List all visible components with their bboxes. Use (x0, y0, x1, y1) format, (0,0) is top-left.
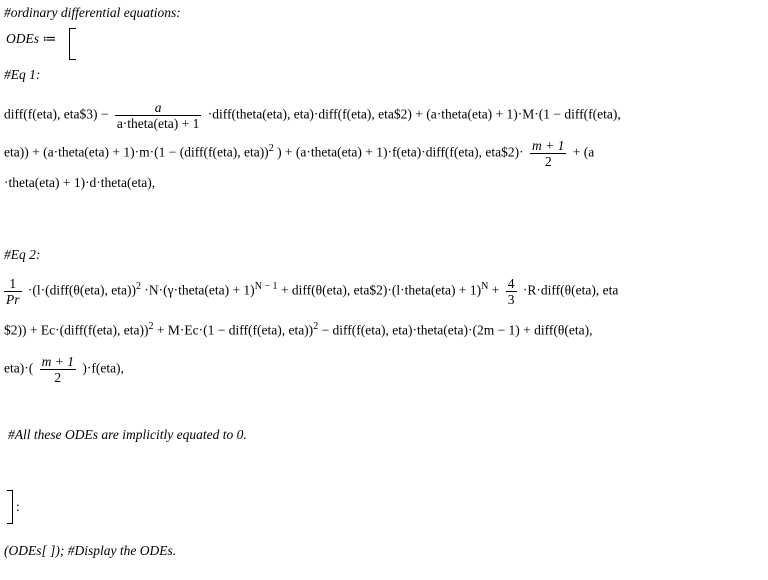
eq2-comment: #Eq 2: (4, 247, 41, 262)
eq1-comment: #Eq 1: (4, 67, 41, 82)
eq1-term-d: ) + (a·theta(eta) + 1)·f(eta)·diff(f(eta), eta$2)· (277, 144, 524, 160)
eq2-term-d: + (491, 282, 500, 298)
close-bracket (7, 490, 13, 524)
eq1-term-e: + (a (572, 144, 595, 160)
eq2-term-a: ·(l·(diff(θ(eta), eta)) (27, 282, 137, 298)
eq2-term-c: + diff(θ(eta), eta$2)·(l·theta(eta) + 1) (280, 282, 482, 298)
display-command[interactable]: (ODEs[ ]); #Display the ODEs. (4, 543, 177, 558)
eq2-fracm-den: 2 (54, 370, 62, 385)
eq2-line1[interactable] (4, 276, 618, 307)
eq2-exp-n: N (481, 281, 489, 293)
eq2-square2: 2 (148, 321, 154, 332)
eq1-term-b: ·diff(theta(eta), eta)·diff(f(eta), eta$2) + (a·theta(eta) + 1)·M·(1 − diff(f(eta), (207, 106, 621, 122)
eq1-line2[interactable] (4, 138, 594, 169)
eq1-frac-num: a (115, 100, 202, 116)
eq2-term-i: eta)·( (4, 360, 34, 376)
open-bracket (69, 28, 76, 60)
eq2-term-g: + M·Ec·(1 − diff(f(eta), eta)) (156, 322, 314, 338)
eq2-frac-den: Pr (6, 292, 20, 307)
eq2-frac-num: 1 (4, 276, 22, 292)
eq2-term-b: ·N·(γ·theta(eta) + 1) (144, 282, 255, 298)
eq1-frac2-num: m + 1 (532, 138, 565, 153)
eq2-term-h: − diff(f(eta), eta)·theta(eta)·(2m − 1) + diff(θ(eta), (321, 322, 593, 338)
eq2-square3: 2 (313, 321, 319, 332)
eq1-fraction (115, 100, 202, 131)
eq1-square: 2 (268, 143, 274, 155)
eq1-line3[interactable]: ·theta(eta) + 1)·d·theta(eta), (4, 175, 156, 190)
eq1-fraction2 (530, 138, 566, 169)
eq1-frac-den: a·theta(eta) + 1 (116, 116, 200, 131)
eq2-term-e: ·R·diff(θ(eta), eta (522, 282, 619, 298)
eq2-frac43-den: 3 (507, 292, 515, 307)
eq2-frac43-num: 4 (507, 276, 515, 291)
eq1-term-c: eta)) + (a·theta(eta) + 1)·m·(1 − (diff(f(eta), eta)) (4, 144, 269, 160)
eq2-fraction-43 (506, 276, 517, 307)
eq2-term-f: $2)) + Ec·(diff(f(eta), eta)) (4, 322, 149, 338)
eq2-fracm-num: m + 1 (41, 354, 74, 369)
eq2-exp-n1: N − 1 (254, 281, 278, 293)
eq2-line3[interactable] (4, 354, 124, 385)
eq2-square1: 2 (136, 281, 142, 293)
eq2-fraction-pr (4, 276, 22, 307)
eq1-term-a: diff(f(eta), eta$3) − (4, 106, 109, 122)
eq1-line1[interactable] (4, 100, 621, 131)
eq2-fraction-m (40, 354, 76, 385)
implicit-note: #All these ODEs are implicitly equated to 0. (8, 427, 247, 442)
eq2-line2[interactable] (4, 318, 592, 340)
comment-header: #ordinary differential equations: (4, 5, 181, 20)
close-colon: : (16, 499, 20, 514)
eq1-frac2-den: 2 (544, 154, 552, 169)
eq2-term-j: )·f(eta), (82, 360, 124, 376)
odes-assignment[interactable]: ODEs ≔ (6, 31, 57, 46)
